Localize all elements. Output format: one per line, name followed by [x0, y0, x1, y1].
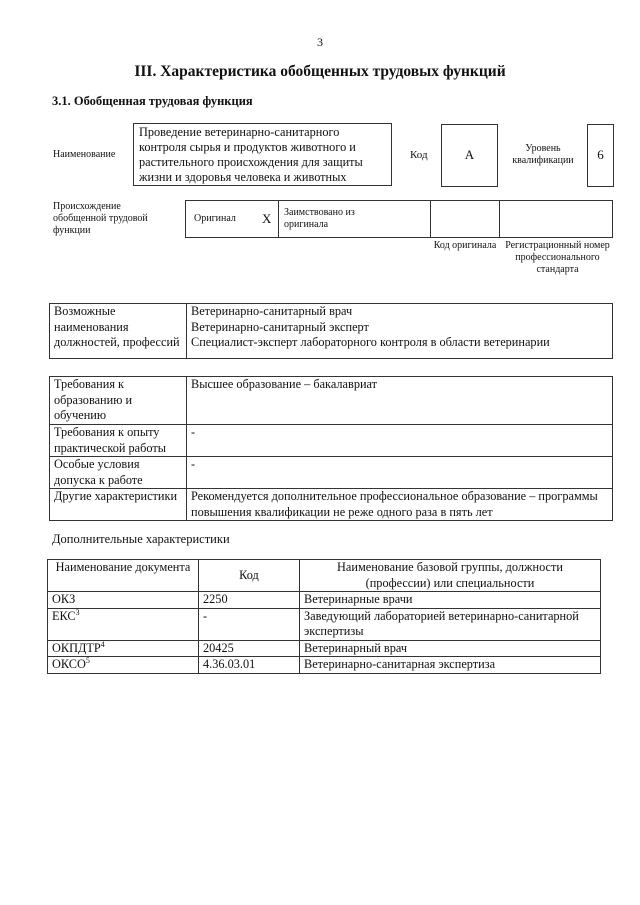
- table-row: [48, 608, 601, 640]
- code: 2250: [199, 592, 300, 609]
- reg-number-caption: Регистрационный номер профессионального стандарта: [505, 240, 610, 275]
- table-row: [50, 457, 613, 489]
- table-row: [50, 377, 613, 425]
- section-title: III. Характеристика обобщенных трудовых функций: [134, 63, 506, 80]
- doc-name: ОКСО: [52, 657, 86, 671]
- footnote-ref: 3: [75, 607, 80, 617]
- requirement-value: -: [187, 457, 613, 489]
- requirement-label: Другие характеристики: [50, 489, 187, 521]
- code: 20425: [199, 640, 300, 657]
- original-mark: X: [262, 211, 272, 226]
- original-code-caption: Код оригинала: [433, 240, 497, 251]
- table-row: [48, 657, 601, 674]
- table-row: [50, 425, 613, 457]
- header-code: Код: [199, 560, 300, 592]
- additional-heading: Дополнительные характеристики: [52, 532, 230, 546]
- page-number: 3: [317, 35, 323, 49]
- code: 4.36.03.01: [199, 657, 300, 674]
- code: -: [199, 608, 300, 640]
- function-name-box: Проведение ветеринарно-санитарного контроля сырья и продуктов животного и растительного происхождения для защиты жизни и здоровья человека и животных: [133, 123, 392, 186]
- table-header: [48, 560, 601, 592]
- origin-label: Происхождение обобщенной трудовой функции: [53, 201, 148, 236]
- name: Ветеринарные врачи: [300, 592, 601, 609]
- code-label: Код: [410, 149, 428, 161]
- subsection-title: 3.1. Обобщенная трудовая функция: [52, 94, 253, 108]
- positions-table: [49, 303, 613, 359]
- doc-name: ОКПДТР: [52, 640, 101, 655]
- borrowed-label: Заимствовано из оригинала: [284, 207, 355, 230]
- name: Ветеринарно-санитарная экспертиза: [300, 657, 601, 674]
- position-item: Ветеринарно-санитарный эксперт: [191, 319, 369, 334]
- requirement-value: Высшее образование – бакалавриат: [187, 377, 613, 425]
- name-label: Наименование: [53, 149, 116, 160]
- requirement-label: Особые условия допуска к работе: [50, 457, 187, 489]
- requirement-label: Требования к опыту практической работы: [50, 425, 187, 457]
- table-row: [48, 592, 601, 609]
- footnote-ref: 5: [85, 655, 90, 665]
- header-name: Наименование базовой группы, должности (профессии) или специальности: [300, 560, 601, 592]
- positions-values: [187, 304, 613, 359]
- requirement-value: Рекомендуется дополнительное профессиональное образование – программы повышения квалификации не реже одного раза в пять лет: [187, 489, 613, 521]
- name: Заведующий лабораторией ветеринарно-санитарной экспертизы: [300, 608, 601, 640]
- doc-name: ОКЗ: [52, 592, 76, 606]
- level-label: Уровень квалификации: [512, 143, 574, 166]
- footnote-ref: 4: [100, 639, 105, 649]
- original-label: Оригинал: [194, 213, 236, 224]
- origin-table: [185, 200, 613, 238]
- positions-label: Возможные наименования должностей, профессий: [50, 304, 187, 359]
- level-value-box: 6: [587, 124, 614, 187]
- code-value-box: А: [441, 124, 498, 187]
- doc-name: ЕКС: [52, 608, 76, 623]
- table-row: [50, 489, 613, 521]
- requirement-value: -: [187, 425, 613, 457]
- requirements-table: [49, 376, 613, 521]
- table-row: [48, 640, 601, 657]
- position-item: Ветеринарно-санитарный врач: [191, 304, 353, 318]
- position-item: Специалист-эксперт лабораторного контроля в области ветеринарии: [191, 335, 550, 349]
- name: Ветеринарный врач: [300, 640, 601, 657]
- requirement-label: Требования к образованию и обучению: [50, 377, 187, 425]
- header-doc: Наименование документа: [48, 560, 199, 592]
- additional-table: [47, 559, 601, 674]
